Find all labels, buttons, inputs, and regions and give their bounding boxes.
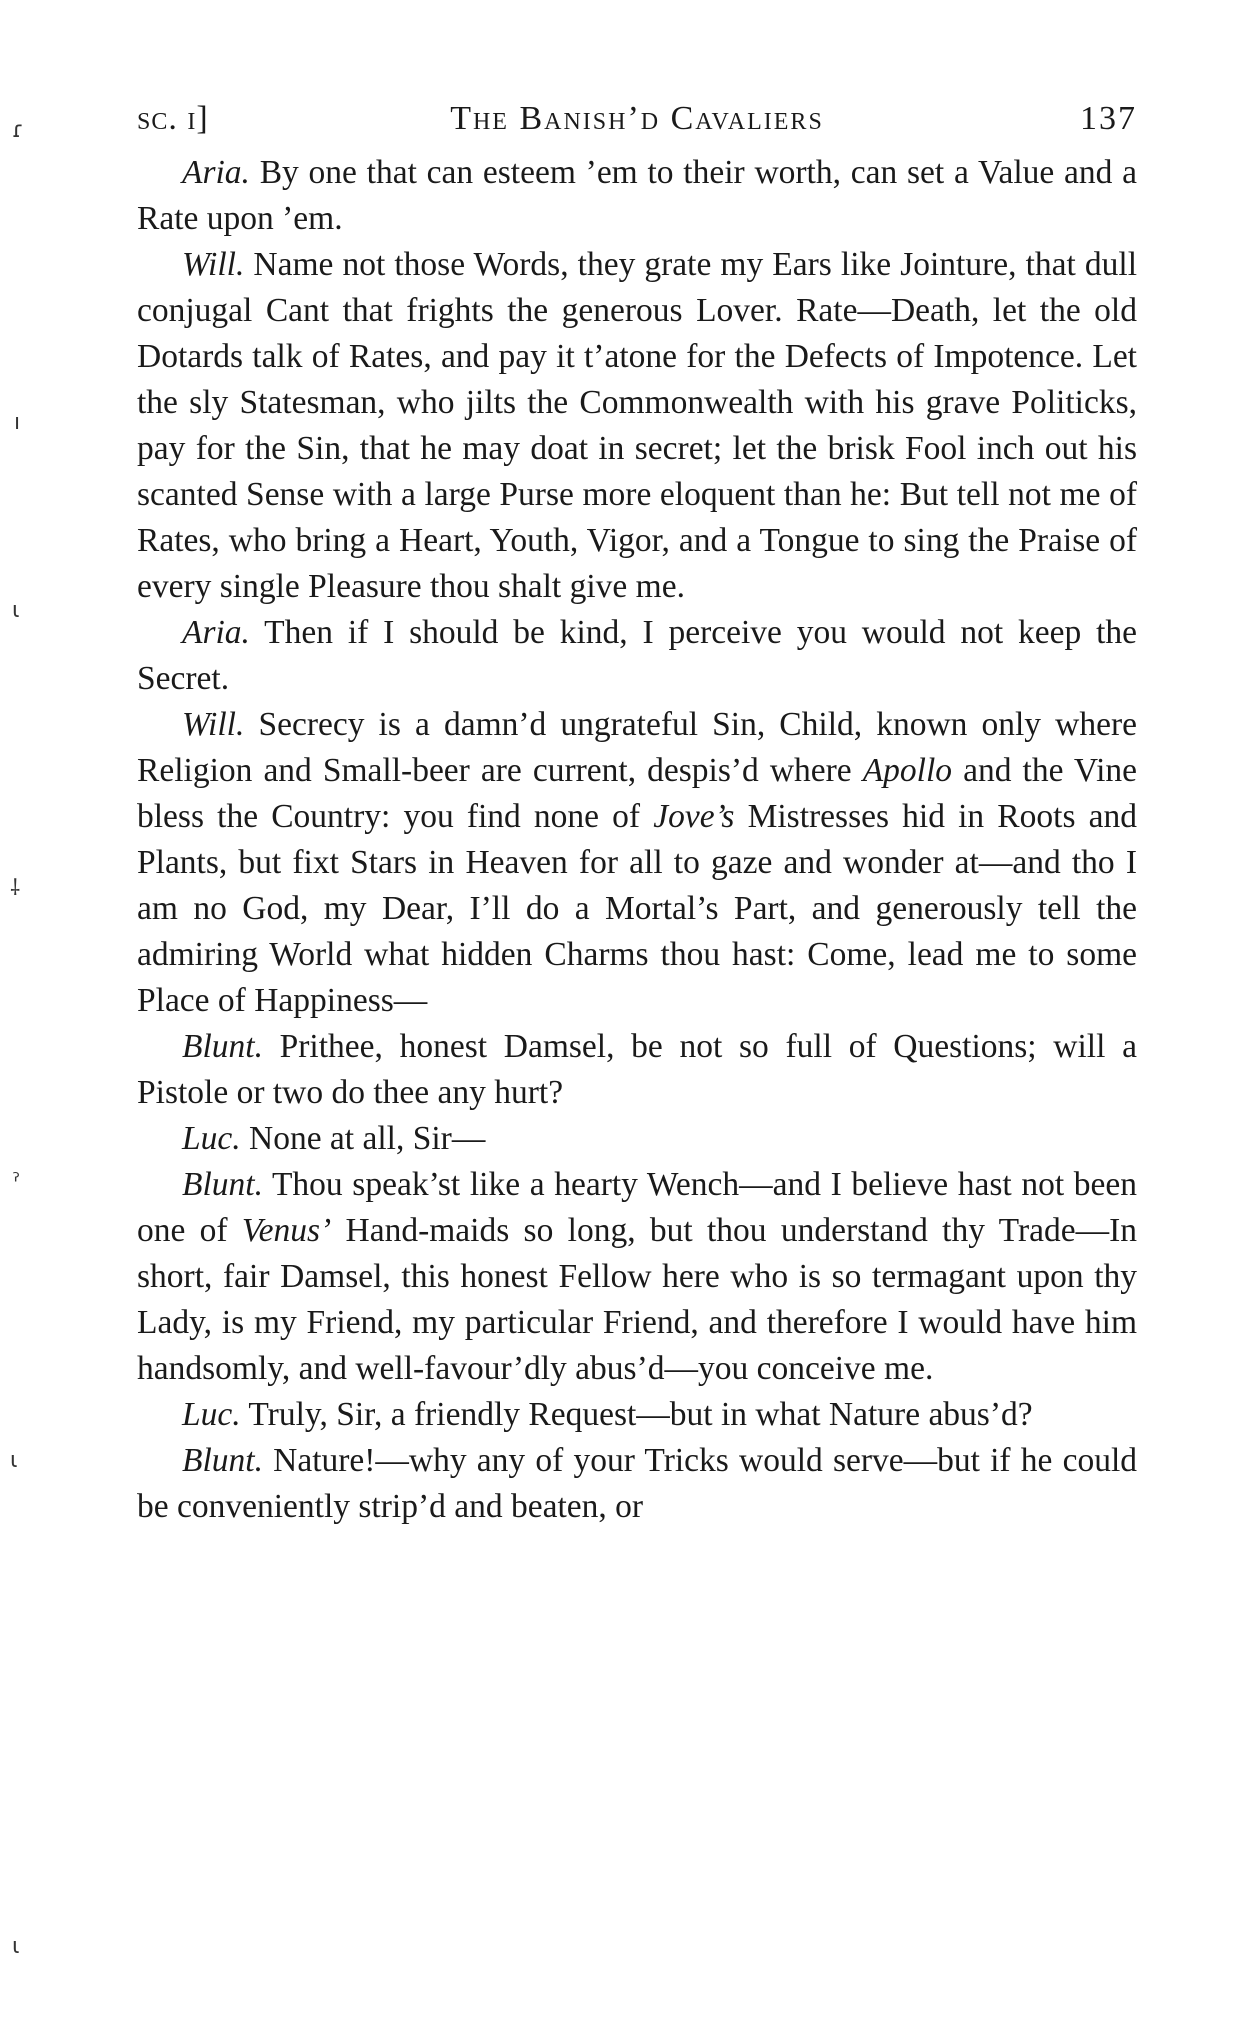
speech-text: None at all, Sir— [240,1120,486,1157]
speech-text: Truly, Sir, a friendly Request—but in what Nature abus’d? [240,1396,1033,1433]
scan-speck: ˀ [12,1170,21,1195]
scan-speck: ɩ [12,598,20,623]
speech-aria-1 [137,150,1137,242]
speech-blunt-2 [137,1162,1137,1392]
speech-text: Nature!—why any of your Tricks would serve—but if he could be conveniently strip’d and beaten, or [137,1442,1137,1525]
scan-speck: ɾ [12,118,24,143]
speech-text: and the Vine bless the Country: you find none of [137,752,1138,835]
speech-text: Hand-maids so long, but thou understand thy Trade—In short, fair Damsel, this honest Fellow here who is so termagant upon thy Lady, is my Friend, my particular Friend, and therefore I would have him handsomly, and well-favour’dly abus’d—you conceive me. [137,1212,1137,1387]
scan-speck: ɩ [12,1934,20,1959]
speaker-name: Will. [182,706,245,743]
speech-blunt-1 [137,1024,1137,1116]
speaker-name: Luc. [182,1396,241,1433]
speaker-name: Aria. [182,154,250,191]
page-number: 137 [1080,100,1137,137]
scene-marker: sc. i] [137,100,209,137]
italic-name-jove: Jove’s [653,798,735,835]
speech-text: Then if I should be kind, I perceive you would not keep the Secret. [137,614,1137,697]
speech-text: Thou speak’st like a hearty Wench—and I believe hast not been one of [137,1166,1137,1249]
speech-will-2 [137,702,1137,1024]
running-header [137,100,1137,150]
speaker-name: Blunt. [182,1166,263,1203]
speech-aria-2 [137,610,1137,702]
speech-text: Secrecy is a damn’d ungrateful Sin, Child, known only where Religion and Small-beer are current, despis’d where [137,706,1137,789]
book-page [137,100,1137,1530]
scan-speck: ı [14,410,21,435]
speech-text: Mistresses hid in Roots and Plants, but fixt Stars in Heaven for all to gaze and wonder at—and tho I am no God, my Dear, I’ll do a Mortal’s Part, and generously tell the admiring World what hidden Charms thou hast: Come, lead me to some Place of Happiness— [137,798,1137,1019]
speaker-name: Aria. [182,614,250,651]
italic-name-venus: Venus’ [241,1212,332,1249]
speaker-name: Luc. [182,1120,241,1157]
scan-speck: ⸸ [10,876,21,901]
speech-text: Prithee, honest Damsel, be not so full of Questions; will a Pistole or two do thee any hurt? [137,1028,1137,1111]
speech-text: Name not those Words, they grate my Ears like Jointure, that dull conjugal Cant that frights the generous Lover. Rate—Death, let the old Dotards talk of Rates, and pay it t’atone for the Defects of Impotence. Let the sly Statesman, who jilts the Commonwealth with his grave Politicks, pay for the Sin, that he may doat in secret; let the brisk Fool inch out his scanted Sense with a large Purse more eloquent than he: But tell not me of Rates, who bring a Heart, Youth, Vigor, and a Tongue to sing the Praise of every single Pleasure thou shalt give me. [137,246,1137,605]
scan-speck: ɩ [10,1448,18,1473]
speech-blunt-3 [137,1438,1137,1530]
speech-luc-2 [137,1392,1137,1438]
speaker-name: Blunt. [182,1442,263,1479]
speaker-name: Will. [182,246,245,283]
speech-luc-1 [137,1116,1137,1162]
speech-text: By one that can esteem ’em to their worth, can set a Value and a Rate upon ’em. [137,154,1137,237]
italic-name-apollo: Apollo [862,752,953,789]
running-title: The Banish’d Cavaliers [450,100,824,137]
speaker-name: Blunt. [182,1028,263,1065]
speech-will-1 [137,242,1137,610]
